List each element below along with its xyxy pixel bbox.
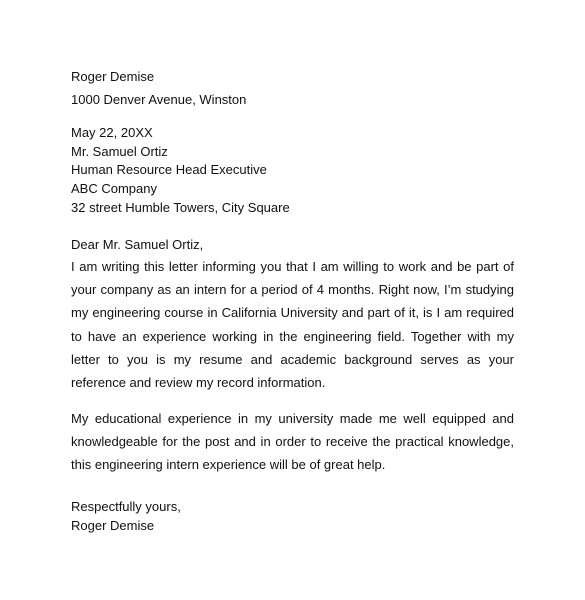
signature-name: Roger Demise <box>71 517 155 533</box>
recipient-address: 32 street Humble Towers, City Square <box>71 199 290 215</box>
body-paragraph-1-text: I am writing this letter informing you that I am willing to work and be part of your company as an intern for a period of 4 months. Right now, I’m studying my engineering course in California University and part of it, is I am required to have an experience working in the engineering field. Together with my letter to you is my resume and academic background serves as your reference and review my record information. <box>71 259 514 391</box>
body-paragraph-1 <box>71 255 514 394</box>
sender-address: 1000 Denver Avenue, Winston <box>71 92 247 108</box>
recipient-block <box>71 124 514 217</box>
recipient-company: ABC Company <box>71 181 157 197</box>
recipient-name: Mr. Samuel Ortiz <box>71 143 168 159</box>
sender-name: Roger Demise <box>71 69 155 84</box>
body-paragraph-2 <box>71 407 514 477</box>
salutation <box>71 236 514 255</box>
letter-date: May 22, 20XX <box>71 125 153 140</box>
closing-block <box>71 498 514 535</box>
valediction: Respectfully yours, <box>71 499 181 514</box>
sender-block <box>71 65 514 112</box>
recipient-title: Human Resource Head Executive <box>71 162 267 178</box>
salutation-text: Dear Mr. Samuel Ortiz, <box>71 237 204 252</box>
body-paragraph-2-text: My educational experience in my university made me well equipped and knowledgeable for the post and in order to receive the practical knowledge, this engineering intern experience will be of great help. <box>71 411 514 473</box>
